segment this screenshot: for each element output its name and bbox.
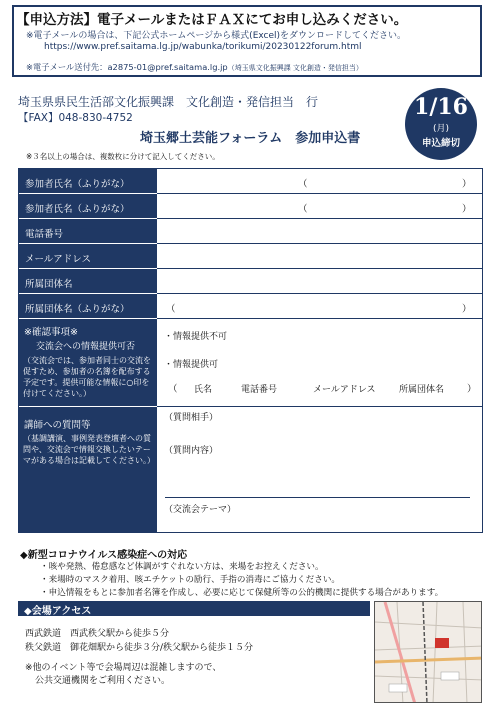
destination-heading: 埼玉県県民生活部文化振興課 文化創造・発信担当 行: [18, 95, 319, 109]
label-separator: [19, 218, 157, 219]
covid-item: ・来場時のマスク着用、咳エチケットの励行、手指の消毒にご協力ください。: [40, 575, 341, 585]
row-line: [157, 318, 482, 319]
info-item-name[interactable]: 氏名: [194, 385, 213, 395]
org-input[interactable]: [158, 269, 481, 292]
row-line: [157, 406, 482, 407]
label-separator: [19, 406, 157, 407]
deadline-day: (月): [432, 124, 450, 134]
participant2-input[interactable]: [158, 194, 481, 217]
email-destination: [26, 61, 363, 73]
deadline-badge: [405, 88, 477, 160]
email-destination-dept: （埼玉県文化振興課 文化創造・発信担当）: [227, 64, 363, 72]
access-heading: ◆会場アクセス: [24, 606, 92, 617]
option-no-info[interactable]: ・情報提供不可: [164, 332, 228, 342]
access-chichibu: 秩父鉄道 御花畑駅から徒歩３分/秩父駅から徒歩１５分: [25, 643, 254, 653]
question-to-label: （質問相手）: [164, 413, 219, 423]
org-label: 所属団体名: [25, 279, 73, 290]
items-close-paren: ）: [467, 384, 477, 395]
confirm-note: （交流会では、参加者同士の交流を促すため、参加者の名簿を配布する予定です。提供可能な情報に○印を付けてください。）: [23, 356, 151, 398]
label-separator: [19, 318, 157, 319]
org-kana-open-paren: （: [166, 304, 176, 315]
email-label: メールアドレス: [25, 254, 92, 265]
fax-number: 【FAX】048-830-4752: [18, 112, 133, 124]
info-item-org[interactable]: 所属団体名: [399, 385, 445, 395]
org-kana-label: 所属団体名（ふりがな）: [25, 304, 130, 315]
map-graphic: [375, 602, 482, 703]
venue-marker: [435, 638, 449, 648]
questions-note: （基調講演、事例発表登壇者への質問や、交流会で情報交換したいテーマがある場合は記載してください。）: [23, 434, 155, 465]
label-separator: [19, 293, 157, 294]
theme-divider: [165, 497, 470, 498]
kana-close-paren: ）: [462, 179, 472, 190]
info-item-phone[interactable]: 電話番号: [241, 385, 278, 395]
download-instruction: ※電子メールの場合は、下記公式ホームページから様式(Excel)をダウンロードしてください。: [26, 31, 407, 41]
question-content-label: （質問内容）: [164, 446, 219, 456]
covid-item: ・咳や発熱、倦怠感など体調がすぐれない方は、来場をお控えください。: [40, 562, 324, 572]
phone-label: 電話番号: [25, 229, 64, 240]
download-url-link[interactable]: https://www.pref.saitama.lg.jp/wabunka/torikumi/20230122forum.html: [44, 42, 362, 52]
participant1-label: 参加者氏名（ふりがな）: [25, 179, 130, 190]
deadline-label: 申込締切: [421, 138, 460, 149]
covid-heading: ◆新型コロナウイルス感染症への対応: [20, 550, 188, 561]
participant1-input[interactable]: [158, 170, 481, 193]
questions-title: 講師への質問等: [24, 420, 91, 431]
email-input[interactable]: [158, 244, 481, 267]
confirm-title: ※確認事項※: [24, 327, 78, 338]
label-separator: [19, 243, 157, 244]
info-item-email[interactable]: メールアドレス: [313, 385, 376, 395]
access-note-cont: 公共交通機関をご利用ください。: [35, 676, 171, 686]
access-note: ※他のイベント等で会場周辺は混雑しますので、: [25, 663, 222, 673]
email-destination-address[interactable]: ※電子メール送付先：a2875-01@pref.saitama.lg.jp: [26, 62, 228, 72]
kana-close-paren: ）: [462, 204, 472, 215]
access-seibu: 西武鉄道 西武秩父駅から徒歩５分: [25, 629, 170, 639]
theme-label: （交流会テーマ）: [164, 505, 237, 515]
multi-person-note: ※３名以上の場合は、複数枚に分けて記入してください。: [26, 152, 220, 161]
theme-input[interactable]: [158, 512, 481, 531]
kana-open-paren: （: [298, 179, 308, 190]
info-items-row: [158, 378, 481, 396]
label-separator: [19, 193, 157, 194]
phone-input[interactable]: [158, 219, 481, 242]
question-input[interactable]: [158, 420, 481, 496]
covid-item: ・申込情報をもとに参加者名簿を作成し、必要に応じて保健所等の公的機関に提供する場合があります。: [40, 588, 444, 598]
org-kana-close-paren: ）: [462, 304, 472, 315]
kana-open-paren: （: [298, 204, 308, 215]
label-separator: [19, 268, 157, 269]
form-title: 埼玉郷土芸能フォーラム 参加申込書: [140, 131, 361, 146]
option-provide-info[interactable]: ・情報提供可: [164, 360, 219, 370]
org-kana-input[interactable]: [158, 294, 481, 317]
items-open-paren: （: [168, 384, 178, 395]
application-method-title: 【申込方法】電子メールまたはＦＡＸにてお申し込みください。: [16, 12, 408, 28]
confirm-subtitle: 交流会への情報提供可否: [36, 342, 136, 352]
deadline-date: 1/16: [414, 94, 468, 120]
venue-map[interactable]: [374, 601, 482, 703]
participant2-label: 参加者氏名（ふりがな）: [25, 204, 130, 215]
